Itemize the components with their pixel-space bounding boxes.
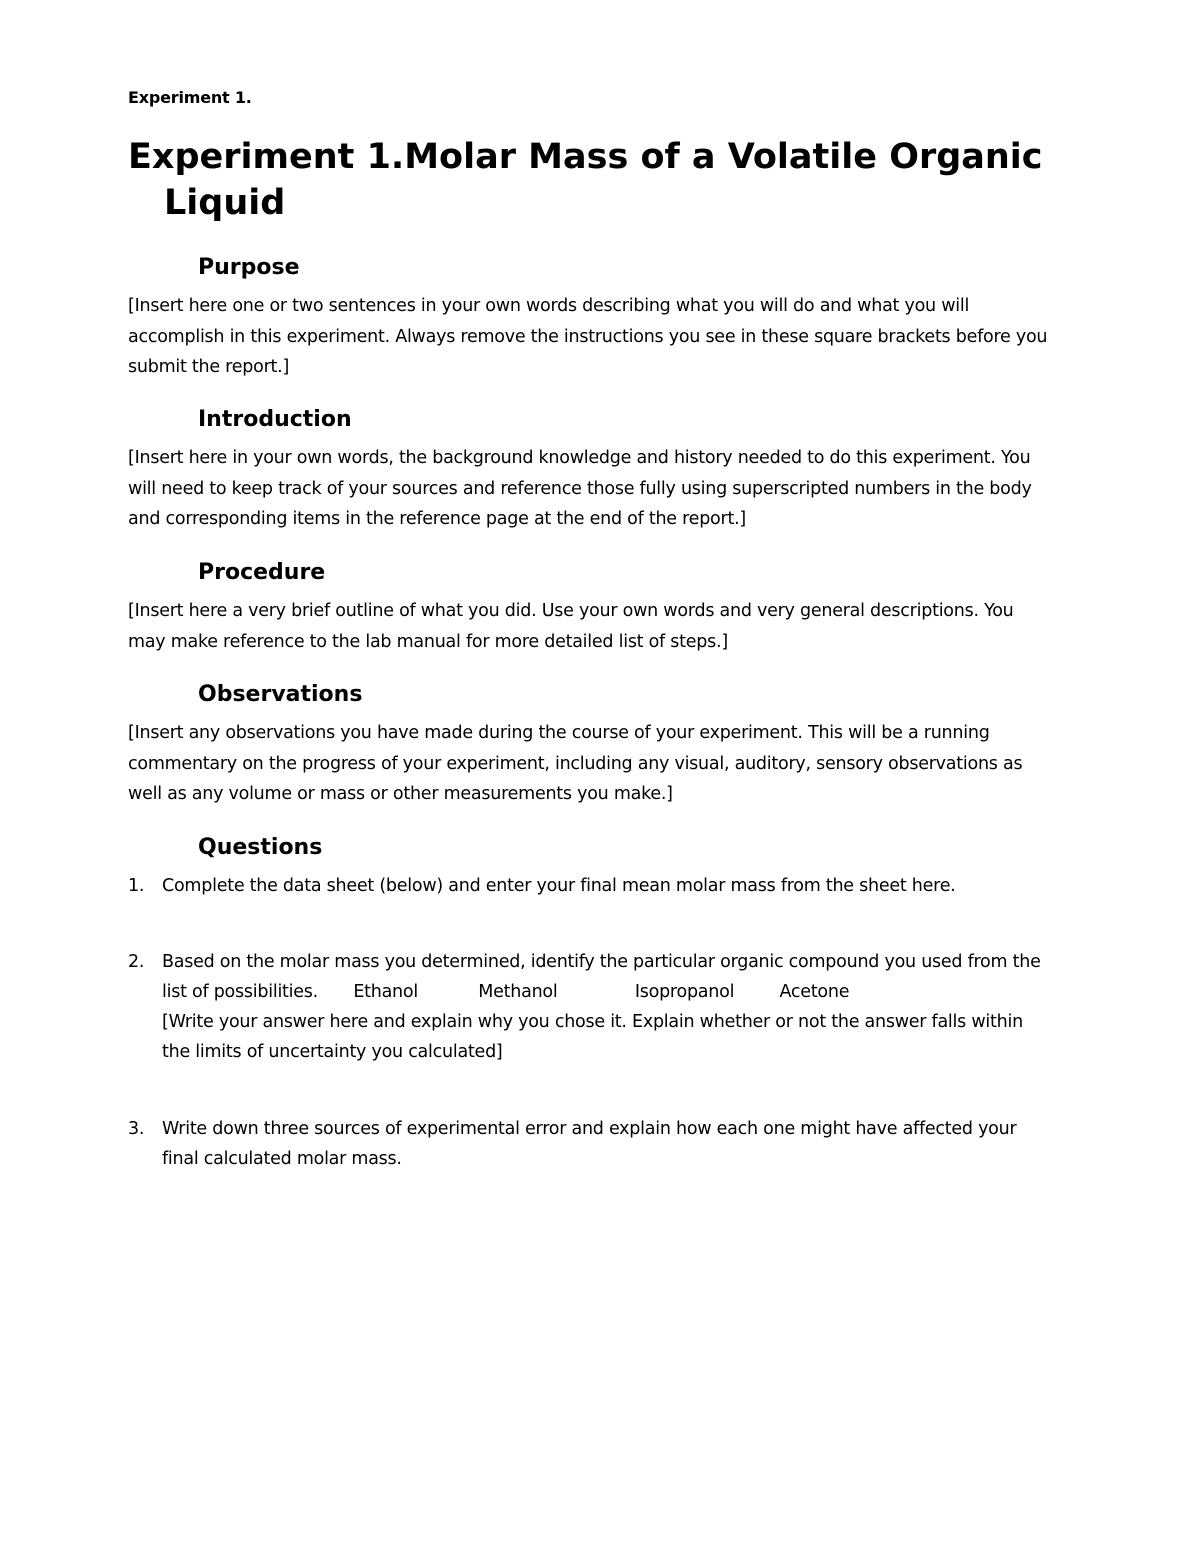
purpose-paragraph bbox=[128, 291, 1078, 383]
question-options-line bbox=[162, 977, 1072, 1007]
title-line-1: Experiment 1.Molar Mass of a Volatile Organic bbox=[128, 137, 1043, 177]
question-text bbox=[162, 1114, 1072, 1174]
question-text bbox=[162, 871, 1072, 901]
options-lead: list of possibilities. bbox=[162, 982, 318, 1002]
question-line: final calculated molar mass. bbox=[162, 1149, 402, 1169]
question-line: the limits of uncertainty you calculated] bbox=[162, 1042, 503, 1062]
introduction-line: and corresponding items in the reference page at the end of the report.] bbox=[128, 509, 746, 529]
question-number: 2. bbox=[128, 952, 145, 972]
questions-heading: Questions bbox=[198, 835, 323, 860]
option-acetone: Acetone bbox=[779, 982, 850, 1002]
observations-paragraph bbox=[128, 718, 1078, 810]
procedure-line: may make reference to the lab manual for more detailed list of steps.] bbox=[128, 631, 728, 652]
purpose-heading: Purpose bbox=[198, 255, 300, 280]
title-line-2: Liquid bbox=[164, 183, 286, 223]
introduction-line: will need to keep track of your sources and reference those fully using superscripted numbers in the body bbox=[128, 478, 1032, 499]
question-line: [Write your answer here and explain why you chose it. Explain whether or not the answer falls within bbox=[162, 1012, 1023, 1032]
option-ethanol: Ethanol bbox=[353, 982, 418, 1002]
option-isopropanol: Isopropanol bbox=[634, 982, 735, 1002]
purpose-line: accomplish in this experiment. Always remove the instructions you see in these square brackets before you bbox=[128, 326, 1048, 347]
question-text bbox=[162, 947, 1072, 1067]
introduction-paragraph bbox=[128, 443, 1078, 535]
observations-line: commentary on the progress of your experiment, including any visual, auditory, sensory observations as bbox=[128, 753, 1023, 774]
procedure-paragraph bbox=[128, 596, 1078, 657]
question-line: Based on the molar mass you determined, identify the particular organic compound you used from the bbox=[162, 952, 1041, 972]
question-line: Write down three sources of experimental error and explain how each one might have affected your bbox=[162, 1119, 1017, 1139]
purpose-line: submit the report.] bbox=[128, 357, 290, 377]
introduction-line: [Insert here in your own words, the background knowledge and history needed to do this experiment. You bbox=[128, 448, 1031, 468]
observations-line: [Insert any observations you have made during the course of your experiment. This will be a running bbox=[128, 723, 990, 743]
observations-line: well as any volume or mass or other measurements you make.] bbox=[128, 784, 673, 804]
option-methanol: Methanol bbox=[478, 982, 558, 1002]
procedure-heading: Procedure bbox=[198, 560, 326, 585]
introduction-heading: Introduction bbox=[198, 407, 352, 432]
question-number: 1. bbox=[128, 876, 145, 896]
observations-heading: Observations bbox=[198, 682, 363, 707]
page-header: Experiment 1. bbox=[128, 88, 252, 107]
page-title bbox=[128, 134, 1088, 226]
question-line: Complete the data sheet (below) and enter your final mean molar mass from the sheet here. bbox=[162, 876, 956, 896]
question-number: 3. bbox=[128, 1119, 145, 1139]
purpose-line: [Insert here one or two sentences in your own words describing what you will do and what you will bbox=[128, 296, 970, 316]
procedure-line: [Insert here a very brief outline of what you did. Use your own words and very general descriptions. You bbox=[128, 601, 1014, 621]
